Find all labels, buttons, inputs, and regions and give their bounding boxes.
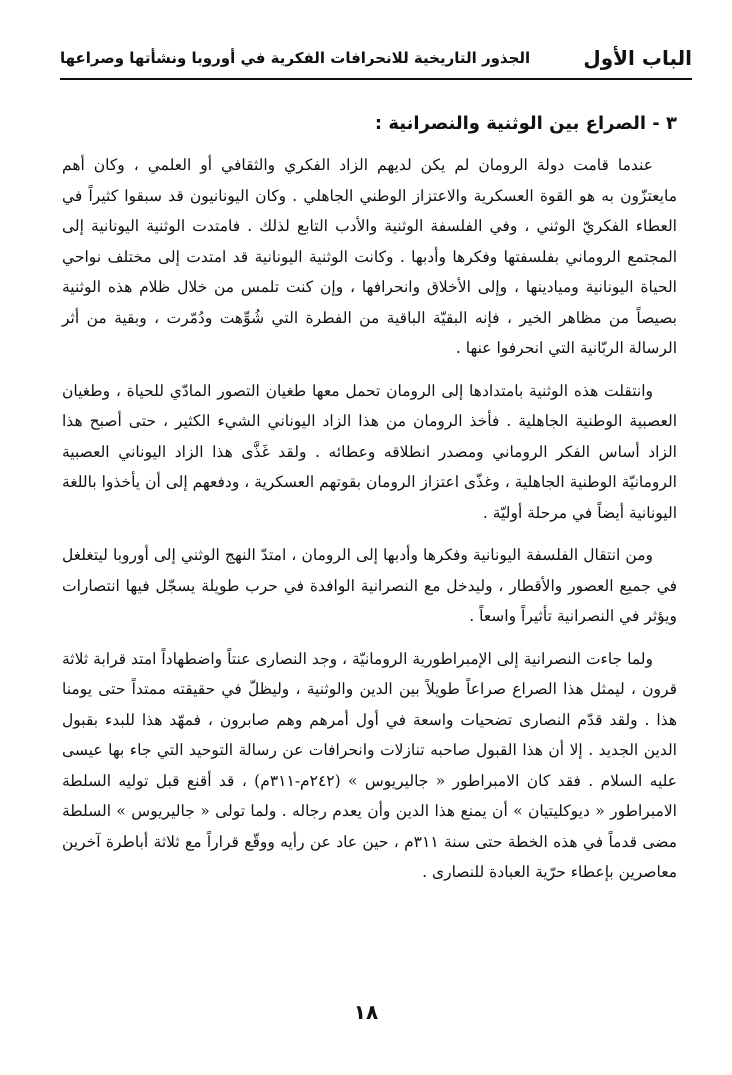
body-text — [62, 150, 677, 900]
section-heading: ٣ - الصراع بين الوثنية والنصرانية : — [374, 113, 677, 134]
paragraph-4: ولما جاءت النصرانية إلى الإمبراطورية الرومانيّة ، وجد النصارى عنتاً واضطهاداً امتد قرابة ثلاثة قرون ، ليمثل هذا الصراع صراعاً طويلاً بين الدين والوثنية ، وليظلّ في حقيقته ممتداً حتى يومنا هذا . ولقد قدّم النصارى تضحيات واسعة في أول أمرهم وهم صابرون ، فمهّد هذا للبدء بقبول الدين الجديد . إلا أن هذا القبول صاحبه تنازلات وانحرافات عن رسالة التوحيد التي جاء بها عيسى عليه السلام . فقد كان الامبراطور « جاليريوس » (٢٤٢م-٣١١م) ، قد أقنع قبل توليه السلطة الامبراطور « ديوكليتيان » أن يمنع هذا الدين وأن يعدم رجاله . ولما تولى « جاليريوس » السلطة مضى قدماً في هذه الخطة حتى سنة ٣١١م ، حين عاد عن رأيه ووقّع قراراً مع ثلاثة أباطرة آخرين معاصرين بإعطاء حرّية العبادة للنصارى . — [62, 649, 678, 881]
running-title: الجذور التاريخية للانحرافات الفكرية في أوروبا ونشأتها وصراعها — [60, 49, 531, 67]
paragraph-2: وانتقلت هذه الوثنية بامتدادها إلى الرومان تحمل معها طغيان التصور المادّي للحياة ، وطغيان العصبية الوطنية الجاهلية . فأخذ الرومان من هذا الزاد اليوناني الشيء الكثير ، حتى أصبح هذا الزاد أساس الفكر الروماني ومصدر انطلاقه وعطائه . ولقد غَذَّى هذا الزاد اليوناني العصبية الرومانيّة الوطنية الجاهلية ، وغذّى اعتزاز الرومان بقوتهم العسكرية ، ودفعهم إلى أن يأخذوا باللغة اليونانية أيضاً في مرحلة أوليّة . — [62, 381, 677, 522]
header-divider — [60, 78, 692, 80]
paragraph-3: ومن انتقال الفلسفة اليونانية وفكرها وأدبها إلى الرومان ، امتدّ النهج الوثني إلى أوروبا ليتغلغل في جميع العصور والأقطار ، وليدخل مع النصرانية الوافدة في حرب طويلة يسجّل فيها انتصارات ويؤثر في النصرانية تأثيراً واسعاً . — [62, 546, 677, 625]
running-header — [60, 42, 692, 74]
paragraph-1: عندما قامت دولة الرومان لم يكن لديهم الزاد الفكري والثقافي أو العلمي ، وكان أهم مايعتزّون به هو القوة العسكرية والاعتزاز الوطني الجاهلي . وكان اليونانيون قد سبقوا كثيراً في العطاء الفكريّ الوثني ، وفي الفلسفة الوثنية والأدب التابع لذلك . فامتدت الوثنية اليونانية إلى المجتمع الروماني بفلسفتها وفكرها وأدبها . وكانت الوثنية اليونانية قد امتدت إلى مختلف نواحي الحياة اليونانية وميادينها ، وإلى الأخلاق وانحرافها ، وإن كنت تلمس من خلال ظلام هذه الوثنية بصيصاً من مظاهر الخير ، فإنه البقيّة الباقية من الفطرة التي شُوِّهت ودُمّرت ، وبقية من أثر الرسالة الربّانية التي انحرفوا عنها . — [62, 156, 677, 357]
page-number: ١٨ — [353, 1000, 379, 1024]
chapter-label: الباب الأول — [583, 46, 692, 70]
